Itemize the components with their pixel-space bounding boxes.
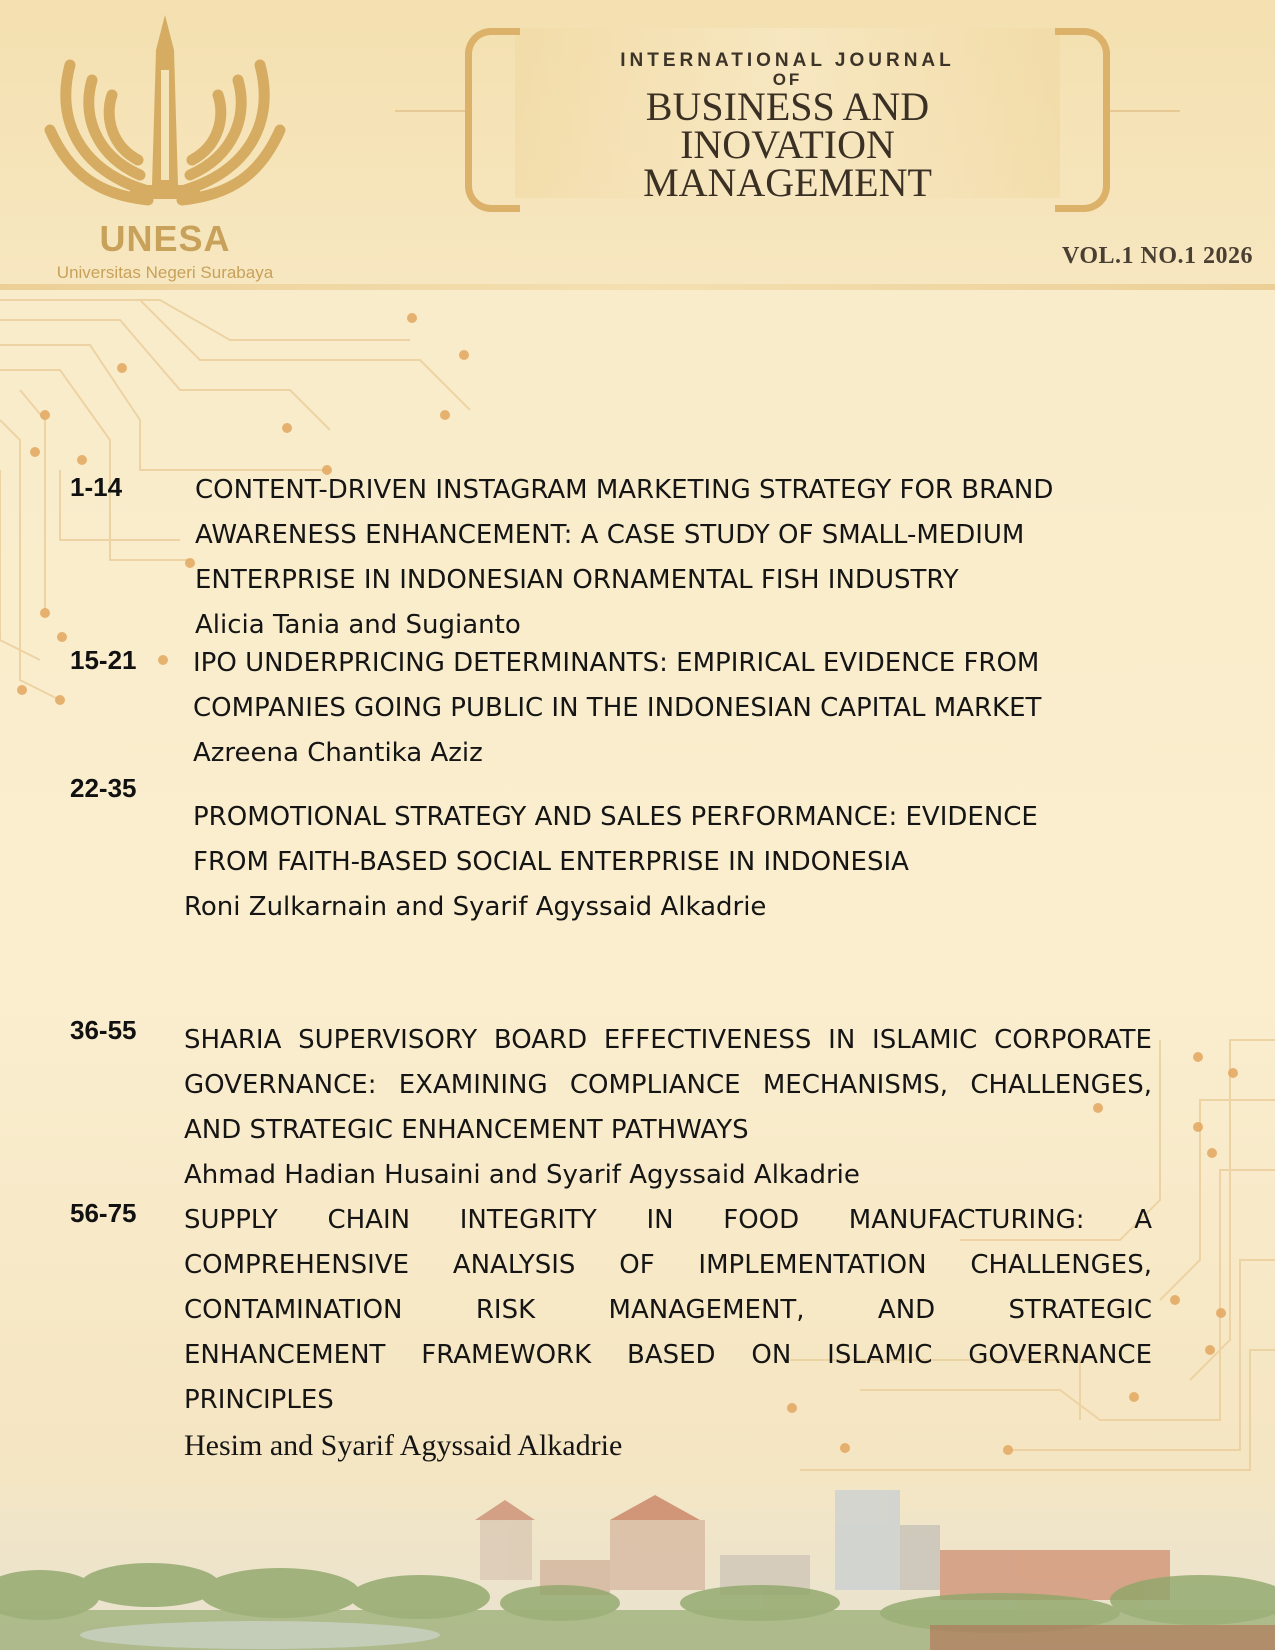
toc-entry [193,641,1113,776]
toc-title-line: AND STRATEGIC ENHANCEMENT PATHWAYS [184,1115,749,1145]
toc-title-line: CONTAMINATION RISK MANAGEMENT, AND STRATEGIC [184,1295,1152,1325]
journal-label: INTERNATIONAL JOURNAL [620,50,955,71]
toc-authors: Hesim and Syarif Agyssaid Alkadrie [184,1429,623,1462]
toc-entry [184,1198,1152,1468]
toc-title-line: SUPPLY CHAIN INTEGRITY IN FOOD MANUFACTURING: A [184,1205,1152,1235]
toc-title-line: CONTENT-DRIVEN INSTAGRAM MARKETING STRATEGY FOR BRAND [195,475,1054,505]
toc-title-line: AWARENESS ENHANCEMENT: A CASE STUDY OF SMALL-MEDIUM [195,520,1025,550]
toc-entry [195,468,1115,648]
journal-title-line: MANAGEMENT [643,160,932,205]
toc-title-line: COMPREHENSIVE ANALYSIS OF IMPLEMENTATION CHALLENGES, [184,1250,1152,1280]
logo-name: UNESA [99,218,231,259]
toc-authors: Roni Zulkarnain and Syarif Agyssaid Alkadrie [184,892,767,922]
toc-title-line: PRINCIPLES [184,1385,334,1415]
toc-title-line: ENTERPRISE IN INDONESIAN ORNAMENTAL FISH INDUSTRY [195,565,959,595]
journal-title [455,84,1120,205]
toc-pages: 15-21 [70,645,137,675]
toc-title-line: COMPANIES GOING PUBLIC IN THE INDONESIAN CAPITAL MARKET [193,693,1042,723]
title-rule-right [1110,110,1180,112]
volume-label: VOL.1 NO.1 2026 [1061,243,1253,269]
journal-of: OF [772,70,803,89]
toc-authors: Ahmad Hadian Husaini and Syarif Agyssaid Alkadrie [184,1160,860,1190]
toc-pages: 56-75 [70,1198,137,1228]
journal-title-line: BUSINESS AND [645,84,930,129]
toc-title-line: PROMOTIONAL STRATEGY AND SALES PERFORMANCE: EVIDENCE [193,802,1038,832]
toc-title-line: FROM FAITH-BASED SOCIAL ENTERPRISE IN INDONESIA [193,847,909,877]
toc-entry [184,1018,1152,1198]
toc-authors: Azreena Chantika Aziz [193,738,483,768]
toc-authors: Alicia Tania and Sugianto [195,610,521,640]
toc-title-line: SHARIA SUPERVISORY BOARD EFFECTIVENESS IN ISLAMIC CORPORATE [184,1025,1152,1055]
journal-title-block [455,18,1120,206]
toc-title-line: IPO UNDERPRICING DETERMINANTS: EMPIRICAL EVIDENCE FROM [193,648,1040,678]
toc-pages: 22-35 [70,773,137,803]
toc-title-line: GOVERNANCE: EXAMINING COMPLIANCE MECHANISMS, CHALLENGES, [184,1070,1152,1100]
unesa-emblem-icon [40,10,290,220]
logo-subtitle: Universitas Negeri Surabaya [56,263,274,282]
toc-pages: 1-14 [70,472,123,502]
toc-entry [184,795,1113,930]
journal-title-line: INOVATION [680,122,895,167]
toc-pages: 36-55 [70,1015,137,1045]
unesa-logo [40,10,300,290]
campus-photo [0,1485,1275,1650]
toc-title-line: ENHANCEMENT FRAMEWORK BASED ON ISLAMIC GOVERNANCE [184,1340,1152,1370]
